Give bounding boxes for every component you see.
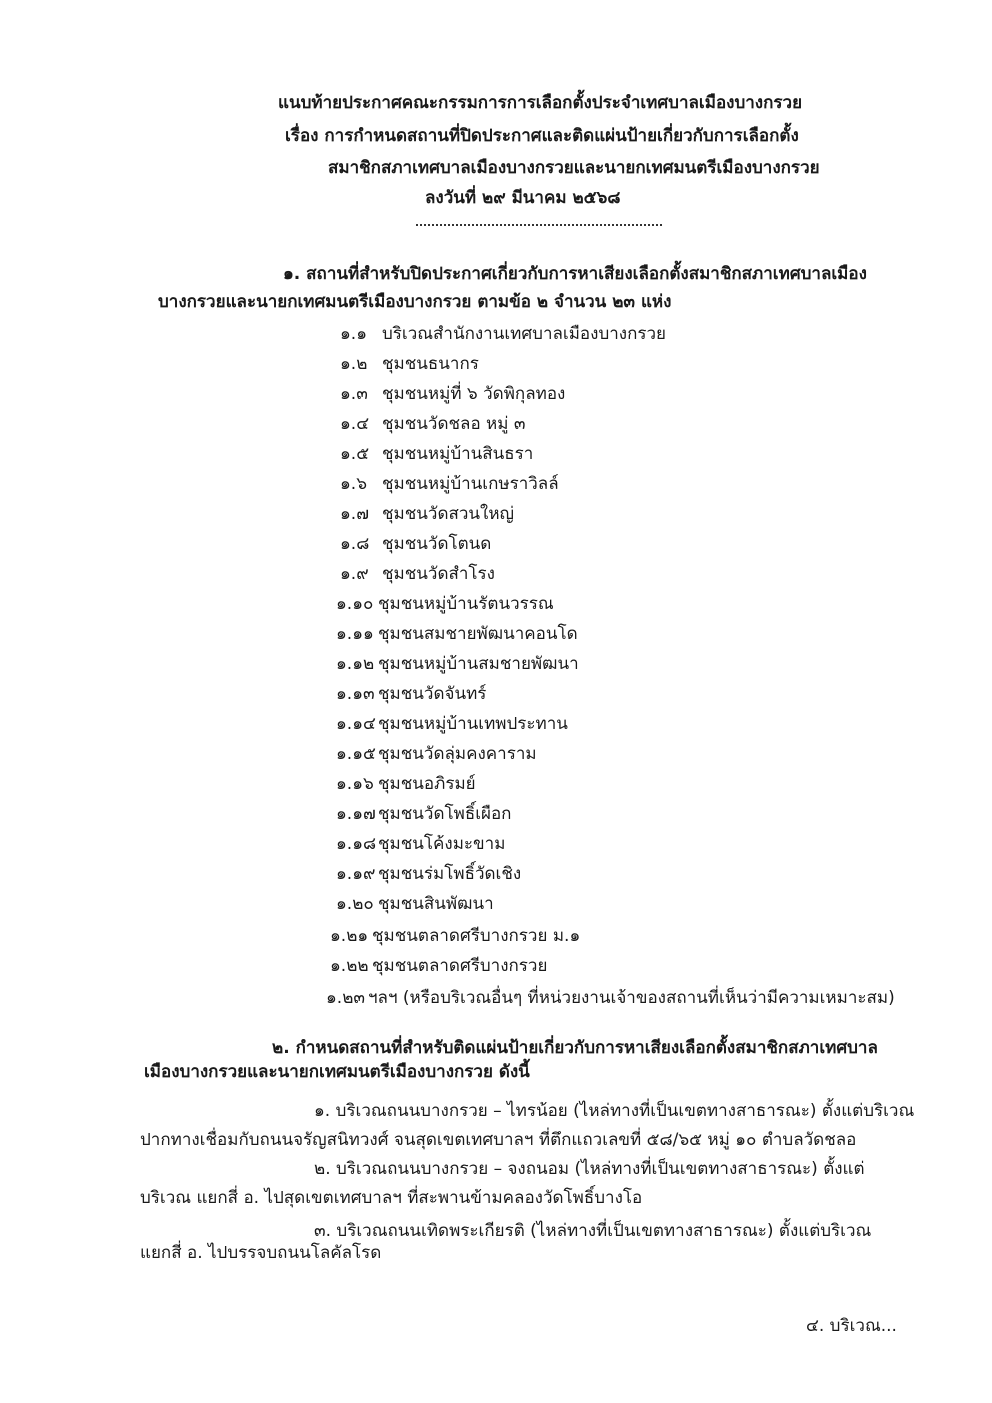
paragraph-3-line-2: แยกสี่ อ. ไปบรรจบถนนโลคัลโรด — [140, 1243, 382, 1263]
item-number: ๑.๑๗ — [336, 804, 376, 824]
item-text: ชุมชนวัดสำโรง — [382, 564, 495, 584]
header-line-3: สมาชิกสภาเทศบาลเมืองบางกรวยและนายกเทศมนตรีเมืองบางกรวย — [328, 158, 820, 178]
list-item — [336, 622, 578, 646]
item-text: ชุมชนอภิรมย์ — [378, 774, 476, 794]
paragraph-2-line-1: ๒. บริเวณถนนบางกรวย – จงถนอม (ไหล่ทางที่เป็นเขตทางสาธารณะ) ตั้งแต่ — [314, 1159, 865, 1179]
item-text: ชุมชนสินพัฒนา — [378, 894, 494, 914]
item-number: ๑.๑๔ — [336, 714, 376, 734]
list-item — [340, 532, 491, 556]
paragraph-1-line-1: ๑. บริเวณถนนบางกรวย – ไทรน้อย (ไหล่ทางที่เป็นเขตทางสาธารณะ) ตั้งแต่บริเวณ — [314, 1101, 915, 1121]
paragraph-1-line-2: ปากทางเชื่อมกับถนนจรัญสนิทวงศ์ จนสุดเขตเทศบาลฯ ที่ตึกแถวเลขที่ ๕๘/๖๕ หมู่ ๑๐ ตำบลวัดชลอ — [140, 1130, 857, 1150]
item-text: ชุมชนวัดโตนด — [382, 534, 492, 554]
item-text: ชุมชนหมู่บ้านรัตนวรรณ — [378, 594, 554, 614]
list-item — [340, 382, 565, 406]
item-text: ชุมชนหมู่ที่ ๖ วัดพิกุลทอง — [382, 384, 566, 404]
header-date: ลงวันที่ ๒๙ มีนาคม ๒๕๖๘ — [425, 188, 621, 208]
list-item — [336, 772, 476, 796]
item-number: ๑.๒๐ — [336, 894, 374, 914]
item-text: ชุมชนสมชายพัฒนาคอนโด — [378, 624, 578, 644]
item-number: ๑.๖ — [340, 474, 367, 494]
item-text: ชุมชนวัดสวนใหญ่ — [382, 504, 515, 524]
item-number: ๑.๑๓ — [336, 684, 375, 704]
item-text: ชุมชนวัดชลอ หมู่ ๓ — [382, 414, 526, 434]
list-item — [336, 862, 521, 886]
list-item — [340, 352, 479, 376]
page-continuation: ๔. บริเวณ... — [806, 1316, 897, 1336]
list-item — [340, 322, 666, 346]
item-number: ๑.๑๖ — [336, 774, 374, 794]
list-item — [340, 472, 559, 496]
list-item — [336, 832, 505, 856]
list-item — [340, 502, 514, 526]
paragraph-3-line-1: ๓. บริเวณถนนเทิดพระเกียรติ (ไหล่ทางที่เป็นเขตทางสาธารณะ) ตั้งแต่บริเวณ — [314, 1221, 872, 1241]
list-item — [330, 924, 580, 948]
item-number: ๑.๒ — [340, 354, 368, 374]
item-number: ๑.๑๕ — [336, 744, 376, 764]
item-number: ๑.๑๙ — [336, 864, 376, 884]
list-item — [336, 802, 511, 826]
item-text: ชุมชนธนากร — [382, 354, 479, 374]
item-text: บริเวณสำนักงานเทศบาลเมืองบางกรวย — [382, 324, 667, 344]
item-number: ๑.๙ — [340, 564, 369, 584]
list-item — [336, 892, 494, 916]
paragraph-2-line-2: บริเวณ แยกสี่ อ. ไปสุดเขตเทศบาลฯ ที่สะพานข้ามคลองวัดโพธิ์บางโอ — [140, 1188, 643, 1208]
item-number: ๑.๑๐ — [336, 594, 374, 614]
item-number: ๑.๗ — [340, 504, 369, 524]
list-item — [336, 742, 537, 766]
item-text: ชุมชนตลาดศรีบางกรวย — [372, 956, 548, 976]
item-text: ชุมชนหมู่บ้านสินธรา — [382, 444, 534, 464]
list-item — [336, 712, 568, 736]
item-text: ชุมชนตลาดศรีบางกรวย ม.๑ — [372, 926, 581, 946]
header-separator — [416, 224, 662, 226]
item-text: ชุมชนร่มโพธิ์วัดเชิง — [378, 864, 522, 884]
item-number: ๑.๒๒ — [330, 956, 369, 976]
list-item — [336, 682, 486, 706]
item-text: ชุมชนวัดโพธิ์เผือก — [378, 804, 512, 824]
item-number: ๑.๒๓ — [326, 988, 366, 1008]
item-text: ชุมชนหมู่บ้านสมชายพัฒนา — [378, 654, 579, 674]
item-text: ฯลฯ (หรือบริเวณอื่นๆ ที่หน่วยงานเจ้าของสถานที่เห็นว่ามีความเหมาะสม) — [368, 988, 895, 1008]
list-item — [330, 954, 547, 978]
section1-heading-line-1: ๑. สถานที่สำหรับปิดประกาศเกี่ยวกับการหาเสียงเลือกตั้งสมาชิกสภาเทศบาลเมือง — [283, 264, 867, 284]
item-number: ๑.๕ — [340, 444, 370, 464]
list-item — [340, 442, 533, 466]
item-number: ๑.๔ — [340, 414, 370, 434]
item-text: ชุมชนวัดลุ่มคงคาราม — [378, 744, 537, 764]
list-item — [326, 986, 895, 1010]
item-text: ชุมชนวัดจันทร์ — [378, 684, 487, 704]
item-number: ๑.๘ — [340, 534, 370, 554]
item-number: ๑.๑๒ — [336, 654, 375, 674]
section2-heading-line-2: เมืองบางกรวยและนายกเทศมนตรีเมืองบางกรวย ดังนี้ — [144, 1062, 530, 1082]
list-item — [336, 592, 554, 616]
item-text: ชุมชนหมู่บ้านเทพประทาน — [378, 714, 568, 734]
item-number: ๑.๑๑ — [336, 624, 374, 644]
item-number: ๑.๑๘ — [336, 834, 377, 854]
item-text: ชุมชนโค้งมะขาม — [378, 834, 506, 854]
item-text: ชุมชนหมู่บ้านเกษราวิลล์ — [382, 474, 559, 494]
item-number: ๑.๒๑ — [330, 926, 369, 946]
item-number: ๑.๓ — [340, 384, 368, 404]
header-line-2: เรื่อง การกำหนดสถานที่ปิดประกาศและติดแผ่นป้ายเกี่ยวกับการเลือกตั้ง — [285, 126, 799, 146]
list-item — [340, 412, 526, 436]
section2-heading-line-1: ๒. กำหนดสถานที่สำหรับติดแผ่นป้ายเกี่ยวกับการหาเสียงเลือกตั้งสมาชิกสภาเทศบาล — [272, 1038, 878, 1058]
header-line-1: แนบท้ายประกาศคณะกรรมการการเลือกตั้งประจำเทศบาลเมืองบางกรวย — [278, 93, 803, 113]
list-item — [340, 562, 495, 586]
item-number: ๑.๑ — [340, 324, 367, 344]
section1-heading-line-2: บางกรวยและนายกเทศมนตรีเมืองบางกรวย ตามข้อ ๒ จำนวน ๒๓ แห่ง — [158, 292, 672, 312]
list-item — [336, 652, 579, 676]
